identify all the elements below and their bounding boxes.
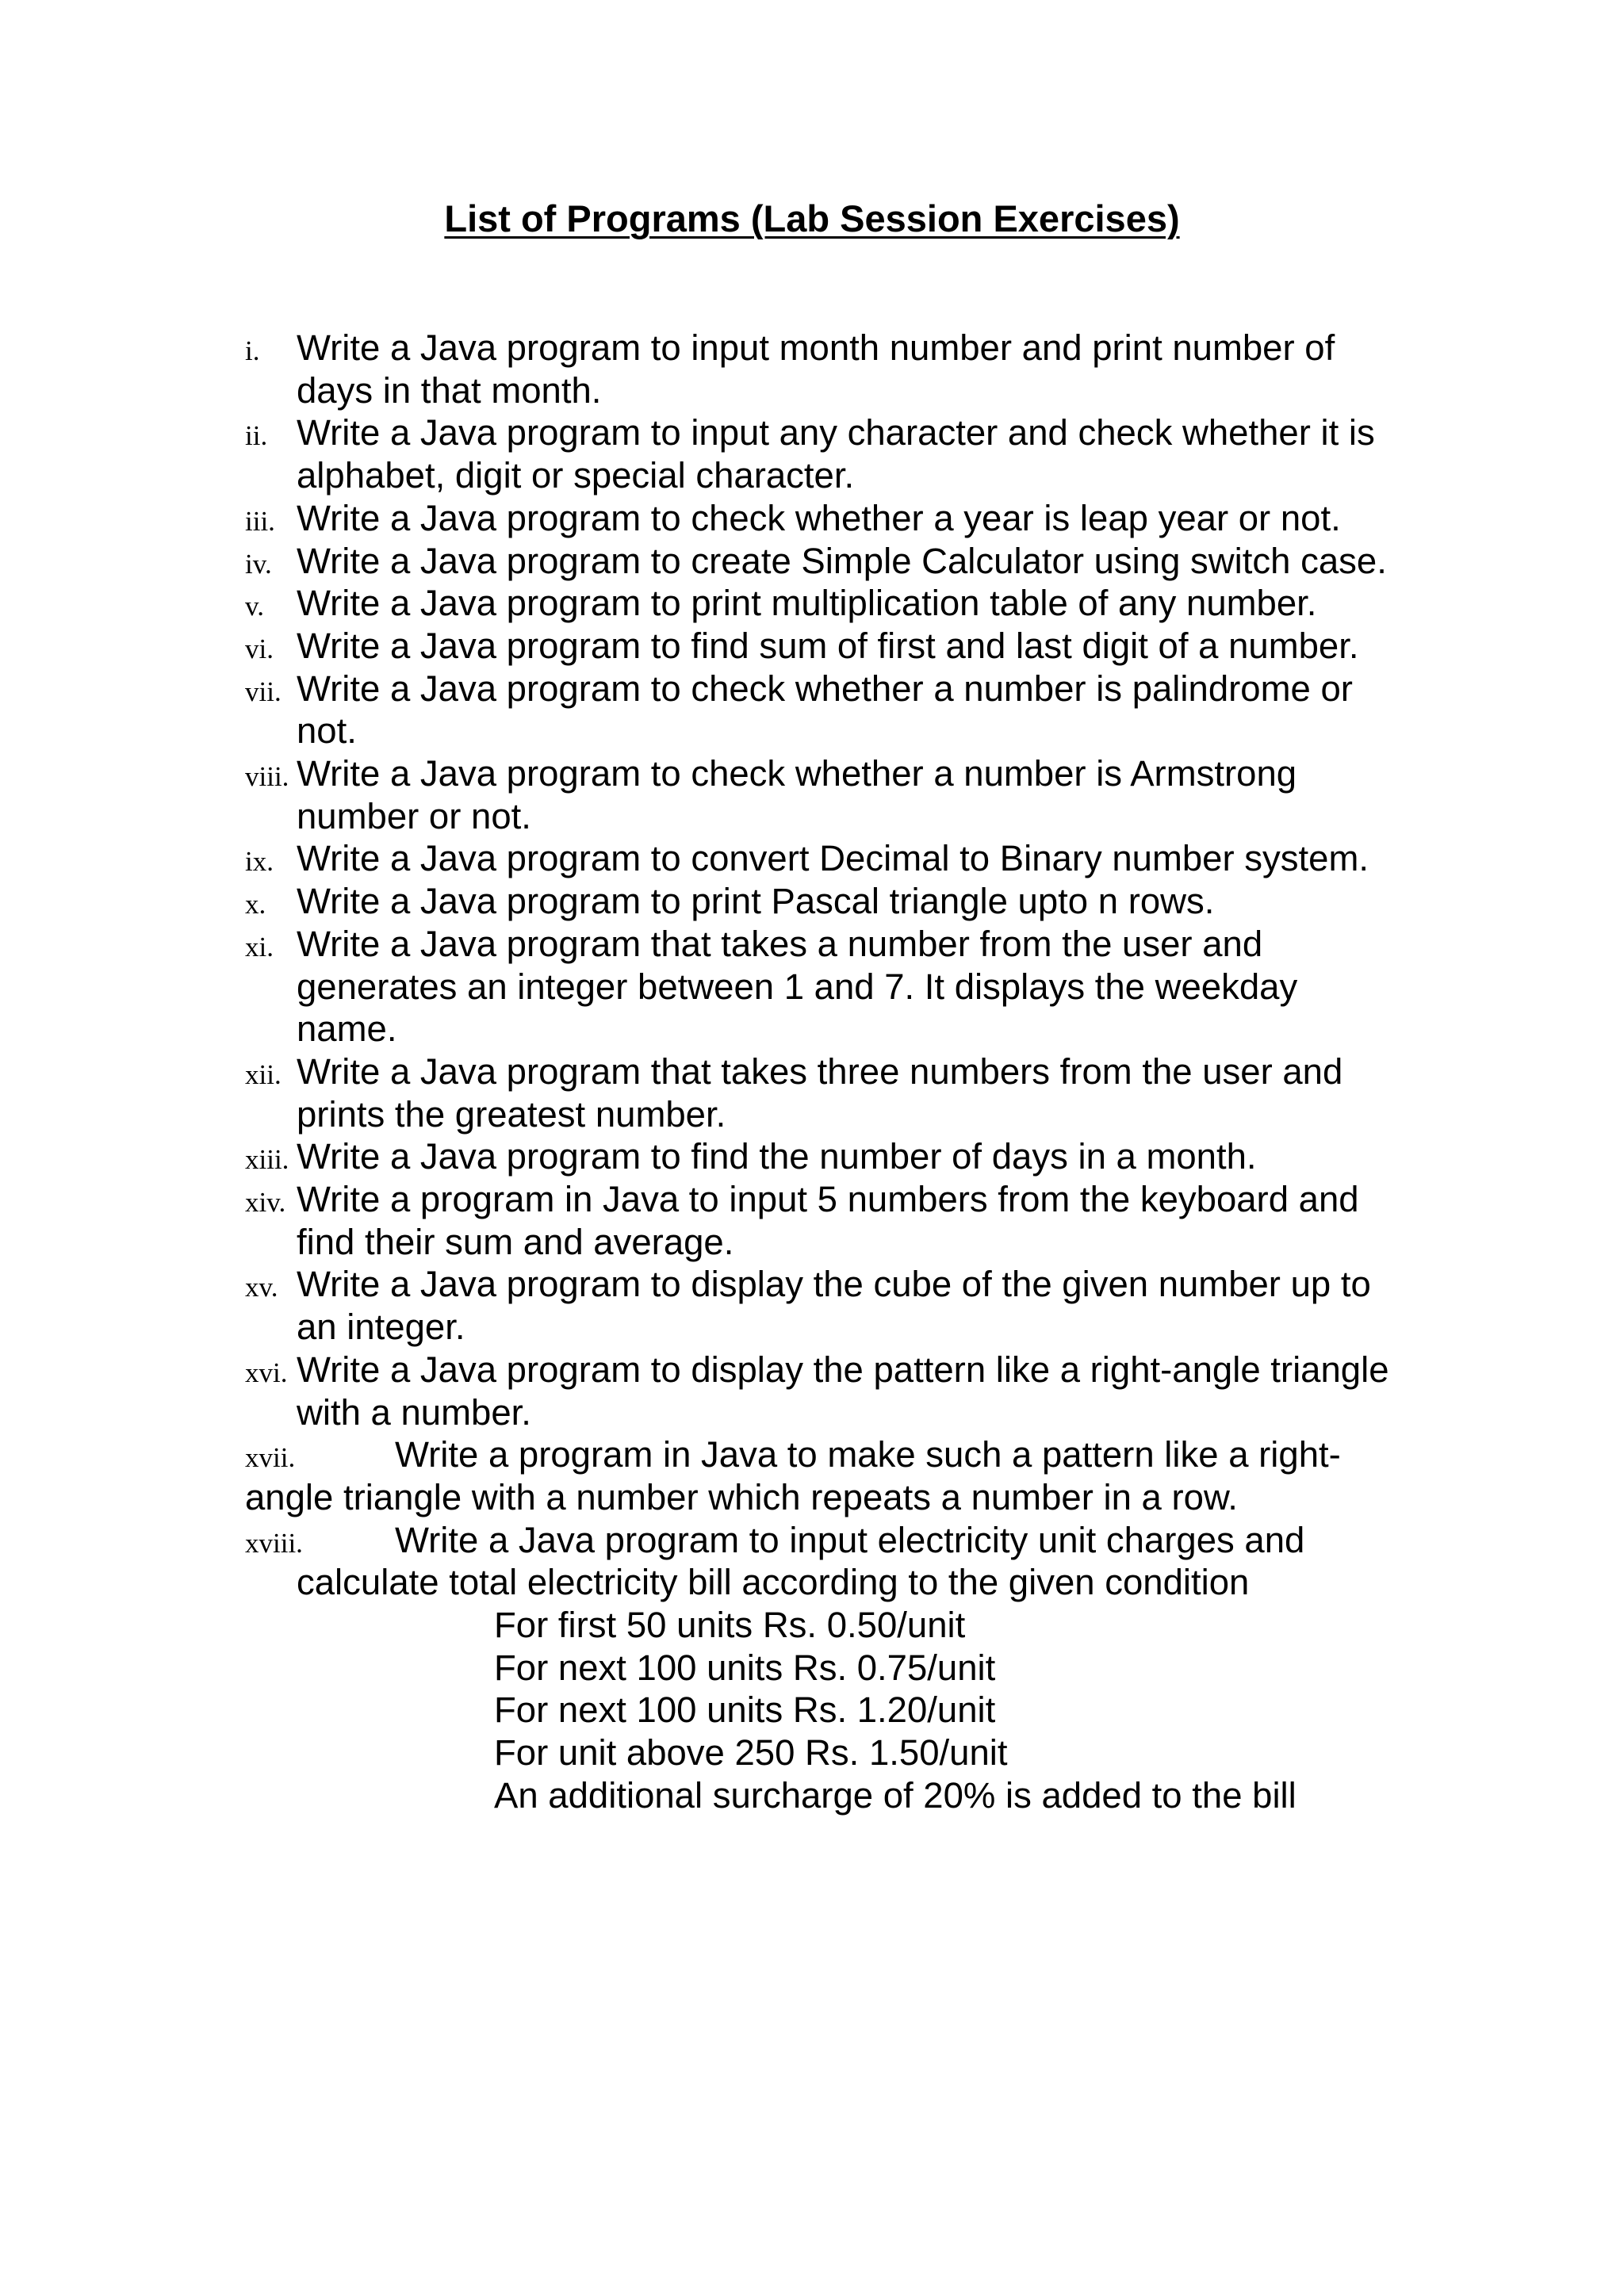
item-text-line: Write a Java program to find sum of first and last digit of a number. — [297, 625, 1359, 666]
item-text-line: generates an integer between 1 and 7. It displays the weekday — [297, 966, 1298, 1007]
item-text-line: Write a Java program to display the pattern like a right-angle triangle — [297, 1349, 1389, 1390]
item-text-line: Write a Java program to create Simple Calculator using switch case. — [297, 540, 1387, 581]
item-numeral: xii. — [245, 1058, 282, 1090]
item-numeral: viii. — [245, 761, 289, 792]
item-numeral: xv. — [245, 1272, 278, 1303]
item-text-line: Write a Java program to find the number of days in a month. — [297, 1136, 1257, 1177]
item-numeral: x. — [245, 889, 266, 920]
item-numeral: xvii. — [245, 1442, 296, 1474]
item-text-line: name. — [297, 1008, 397, 1050]
item-text-line: Write a Java program to display the cube of the given number up to — [297, 1264, 1371, 1305]
item-text-line: angle triangle with a number which repeats a number in a row. — [245, 1476, 1238, 1517]
bill-condition-line: For next 100 units Rs. 1.20/unit — [494, 1689, 996, 1731]
item-numeral: v. — [245, 591, 264, 622]
item-numeral: xvi. — [245, 1357, 288, 1388]
item-text-line: an integer. — [297, 1307, 465, 1348]
item-text-line: Write a Java program to input electricity unit charges and — [395, 1519, 1305, 1560]
item-numeral: i. — [245, 335, 260, 366]
bill-condition-line: An additional surcharge of 20% is added to the bill — [494, 1774, 1297, 1816]
item-text-line: prints the greatest number. — [297, 1093, 726, 1135]
page-title: List of Programs (Lab Session Exercises) — [444, 197, 1180, 239]
item-text-line: number or not. — [297, 795, 531, 836]
bill-condition-line: For next 100 units Rs. 0.75/unit — [494, 1647, 996, 1688]
item-text-line: alphabet, digit or special character. — [297, 455, 855, 496]
item-numeral: vi. — [245, 633, 274, 664]
item-text-line: Write a Java program to print multiplication table of any number. — [297, 583, 1317, 624]
item-text-line: Write a Java program to input any character and check whether it is — [297, 412, 1375, 453]
item-text-line: Write a Java program to check whether a number is Armstrong — [297, 753, 1297, 794]
bill-condition-line: For first 50 units Rs. 0.50/unit — [494, 1605, 966, 1645]
item-numeral: iii. — [245, 505, 275, 537]
bill-condition-line: For unit above 250 Rs. 1.50/unit — [494, 1732, 1008, 1774]
item-text-line: Write a Java program to check whether a year is leap year or not. — [297, 497, 1341, 538]
item-text-line: Write a Java program to check whether a number is palindrome or — [297, 668, 1353, 709]
item-text-line: Write a program in Java to input 5 numbers from the keyboard and — [297, 1179, 1359, 1219]
item-numeral: xiv. — [245, 1187, 286, 1218]
item-numeral: ii. — [245, 420, 268, 452]
item-text-line: Write a Java program to print Pascal triangle upto n rows. — [297, 881, 1215, 922]
item-text-line: with a number. — [297, 1391, 531, 1433]
item-numeral: ix. — [245, 846, 274, 878]
item-numeral: iv. — [245, 548, 272, 580]
item-text-line: find their sum and average. — [297, 1221, 734, 1262]
item-numeral: xviii. — [245, 1527, 303, 1559]
item-text-line: not. — [297, 710, 357, 752]
item-text-line: Write a program in Java to make such a pattern like a right- — [395, 1434, 1341, 1475]
item-text-line: Write a Java program to convert Decimal to Binary number system. — [297, 838, 1369, 879]
item-numeral: vii. — [245, 675, 282, 707]
item-text-line: Write a Java program to input month number and print number of — [297, 327, 1335, 368]
item-text-line: calculate total electricity bill according to the given condition — [297, 1562, 1250, 1603]
item-numeral: xi. — [245, 931, 274, 962]
item-text-line: Write a Java program that takes a number from the user and — [297, 923, 1263, 964]
item-text-line: Write a Java program that takes three numbers from the user and — [297, 1050, 1343, 1092]
item-numeral: xiii. — [245, 1144, 289, 1176]
item-text-line: days in that month. — [297, 369, 602, 411]
